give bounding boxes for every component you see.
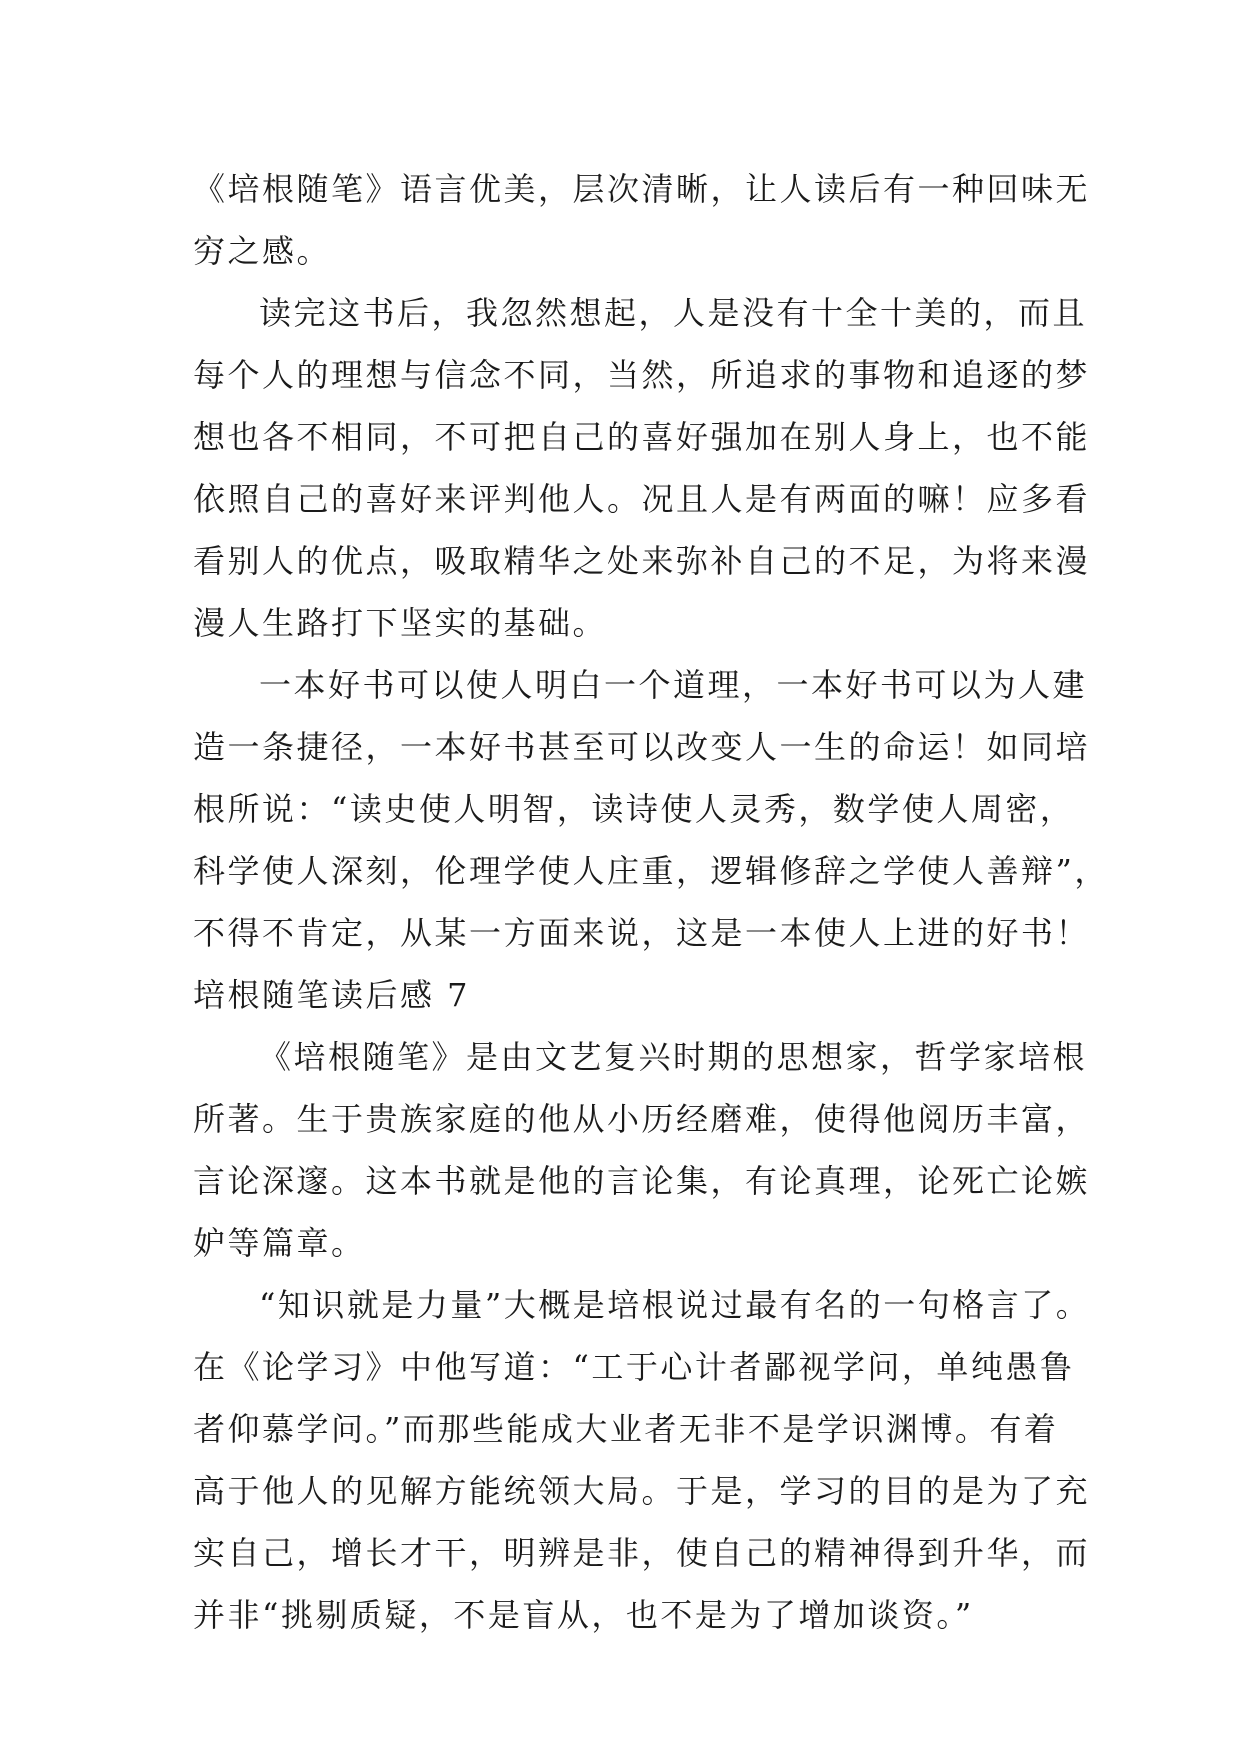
text-line: 所著。生于贵族家庭的他从小历经磨难，使得他阅历丰富， <box>193 1100 1091 1138</box>
text-line: 不得不肯定，从某一方面来说，这是一本使人上进的好书！ <box>193 914 1091 952</box>
text-line: 在《论学习》中他写道：“工于心计者鄙视学问，单纯愚鲁 <box>193 1348 1075 1386</box>
section-heading: 培根随笔读后感 7 <box>193 976 471 1014</box>
text-line: 每个人的理想与信念不同，当然，所追求的事物和追逐的梦 <box>193 356 1091 394</box>
text-line: 高于他人的见解方能统领大局。于是，学习的目的是为了充 <box>193 1472 1091 1510</box>
text-line: 根所说：“读史使人明智，读诗使人灵秀，数学使人周密， <box>193 790 1075 828</box>
text-line: 者仰慕学问。”而那些能成大业者无非不是学识渊博。有着 <box>193 1410 1059 1448</box>
text-line: 实自己，增长才干，明辨是非，使自己的精神得到升华，而 <box>193 1534 1091 1572</box>
document-body <box>193 158 1109 1646</box>
paragraph-start-line: 读完这书后，我忽然想起，人是没有十全十美的，而且 <box>259 294 1088 332</box>
text-line: 看别人的优点，吸取精华之处来弥补自己的不足，为将来漫 <box>193 542 1091 580</box>
text-line: 并非“挑剔质疑，不是盲从，也不是为了增加谈资。” <box>193 1596 974 1634</box>
paragraph-start-line: “知识就是力量”大概是培根说过最有名的一句格言了。 <box>259 1286 1091 1324</box>
paragraph-start-line: 《培根随笔》是由文艺复兴时期的思想家，哲学家培根 <box>259 1038 1088 1076</box>
text-line: 依照自己的喜好来评判他人。况且人是有两面的嘛！应多看 <box>193 480 1091 518</box>
text-line: 穷之感。 <box>193 232 332 270</box>
text-line: 《培根随笔》语言优美，层次清晰，让人读后有一种回味无 <box>193 170 1091 208</box>
paragraph-start-line: 一本好书可以使人明白一个道理，一本好书可以为人建 <box>259 666 1088 704</box>
text-line: 科学使人深刻，伦理学使人庄重，逻辑修辞之学使人善辩”， <box>193 852 1109 890</box>
text-line: 漫人生路打下坚实的基础。 <box>193 604 608 642</box>
text-line: 妒等篇章。 <box>193 1224 366 1262</box>
text-line: 造一条捷径，一本好书甚至可以改变人一生的命运！如同培 <box>193 728 1091 766</box>
text-line: 想也各不相同，不可把自己的喜好强加在别人身上，也不能 <box>193 418 1091 456</box>
text-line: 言论深邃。这本书就是他的言论集，有论真理，论死亡论嫉 <box>193 1162 1091 1200</box>
